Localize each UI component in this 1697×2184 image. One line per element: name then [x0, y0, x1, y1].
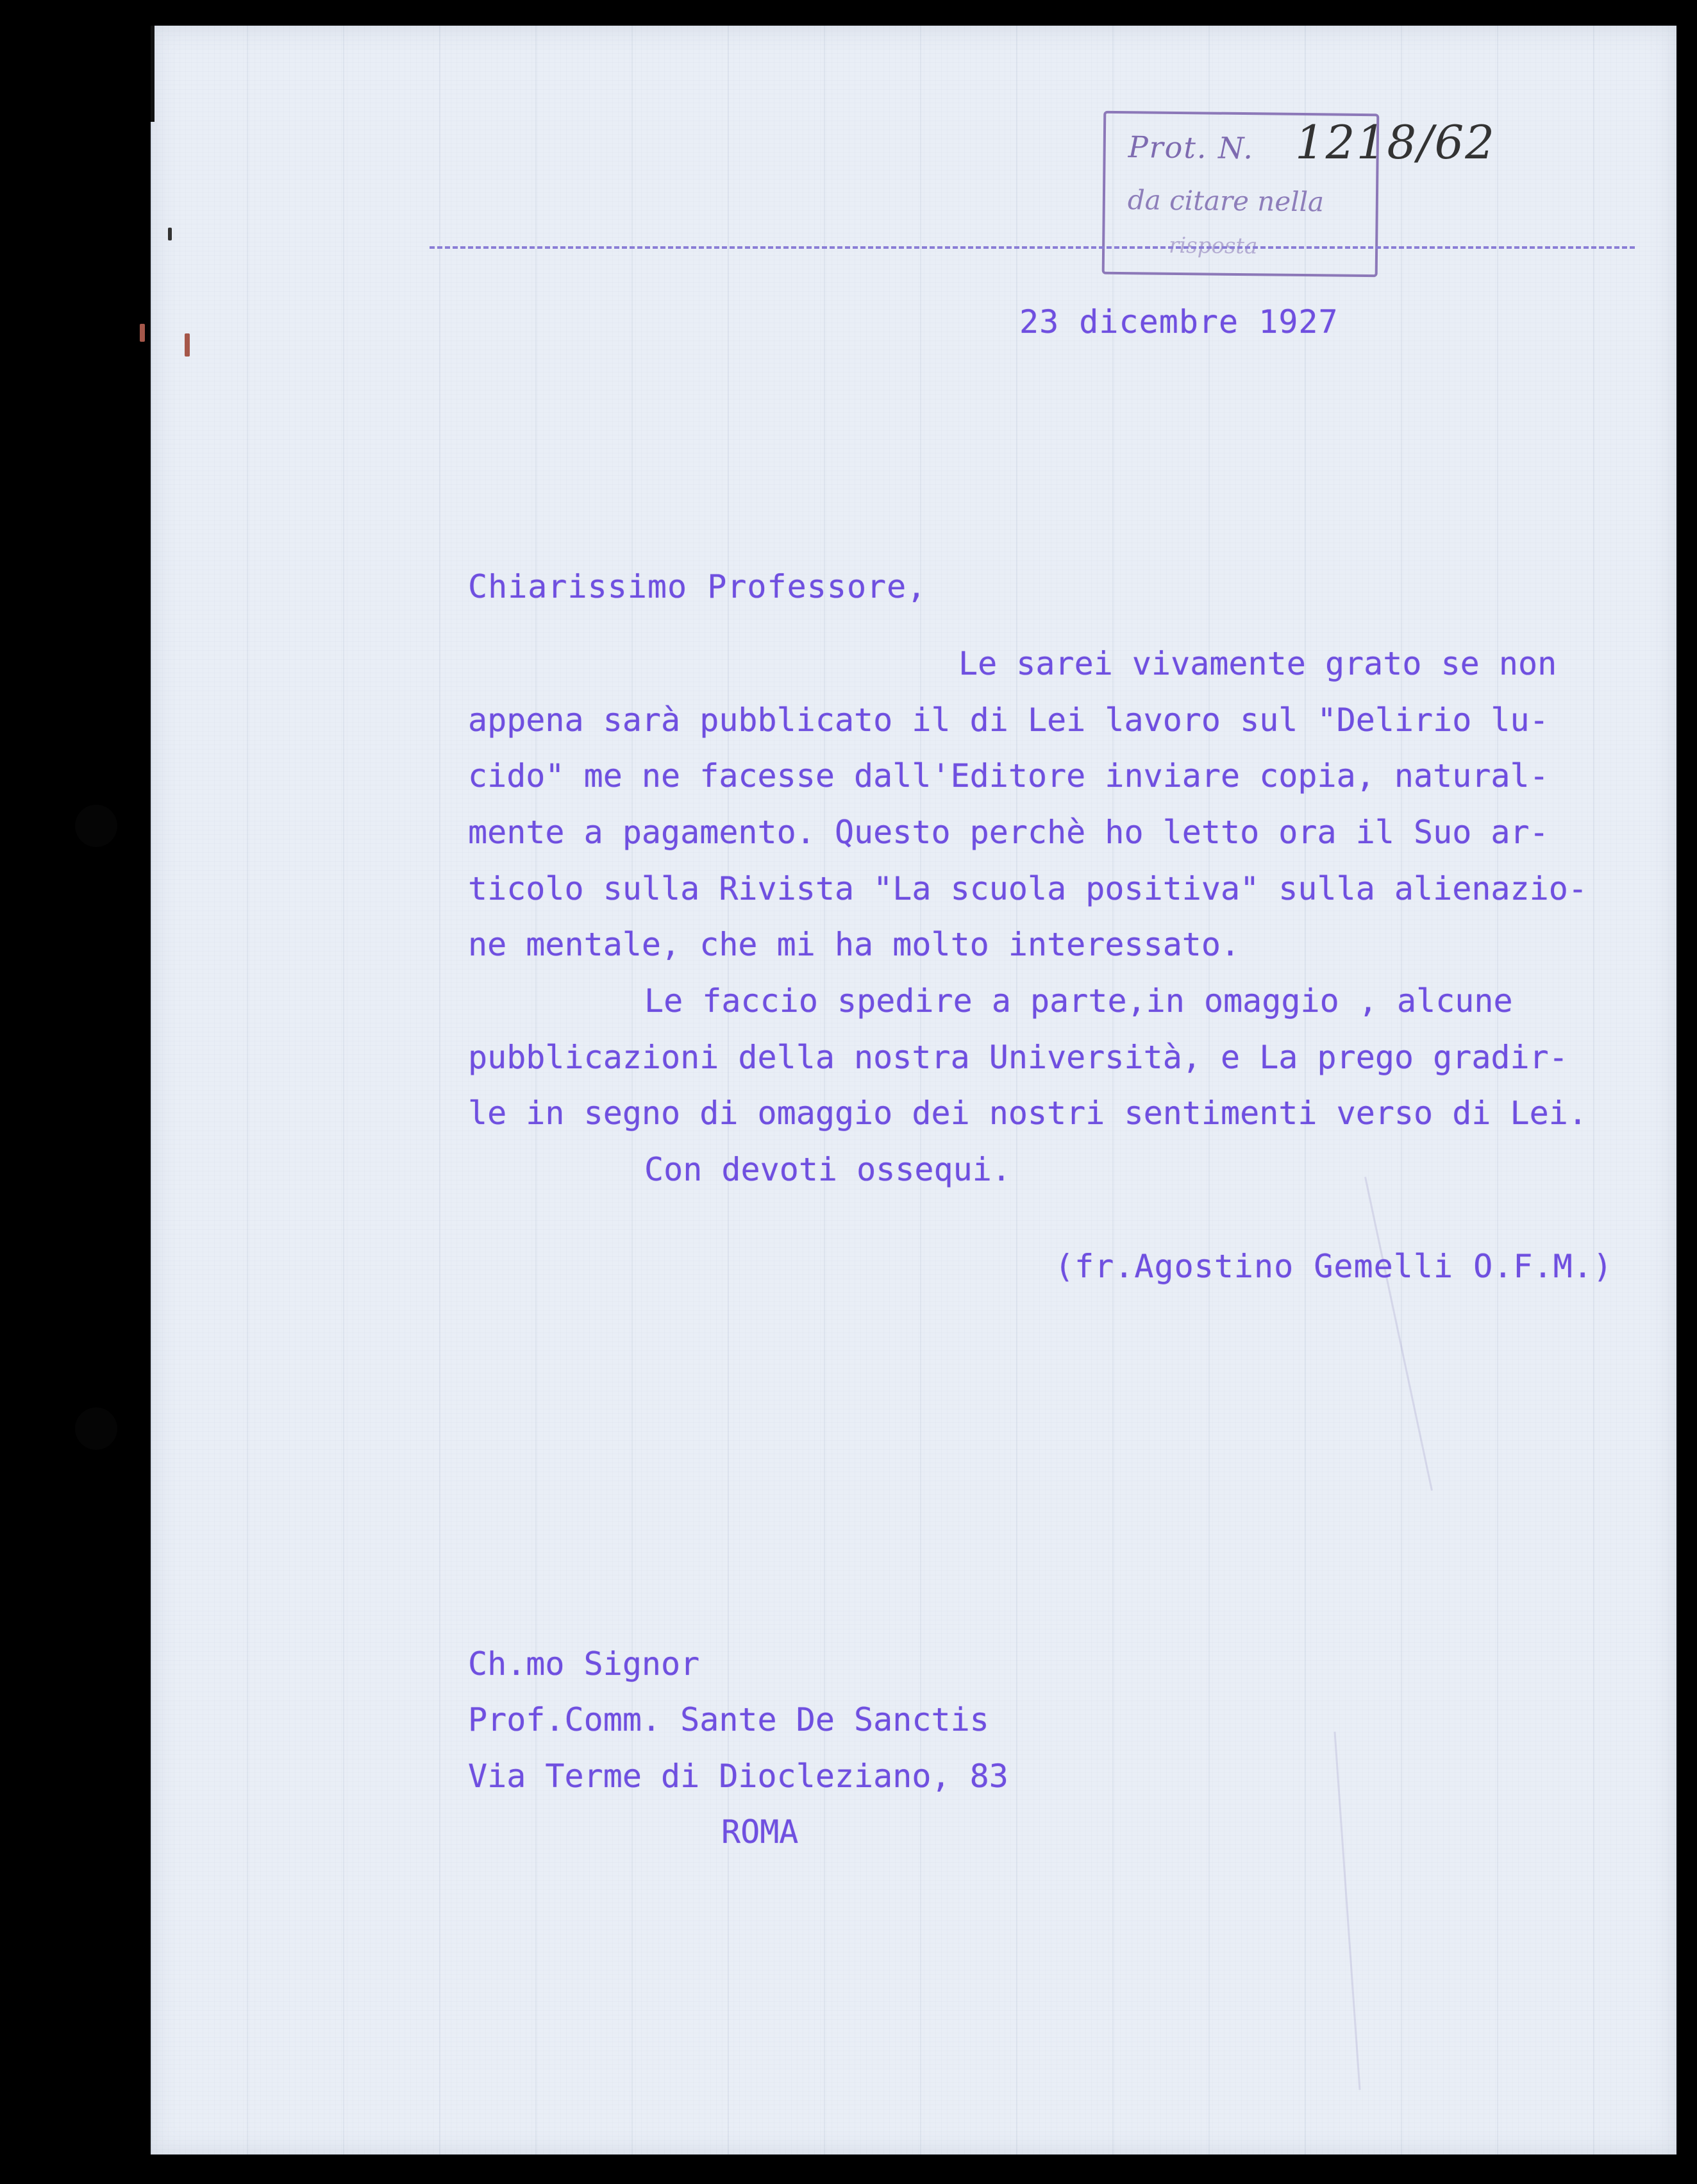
stamp-label: Prot. N. [1128, 130, 1255, 166]
paragraph-2-line: pubblicazioni della nostra Università, e La prego gradir- [468, 1039, 1568, 1076]
salutation: Chiarissimo Professore, [468, 568, 927, 605]
punch-hole-top [75, 805, 117, 847]
punch-hole-bottom [75, 1407, 117, 1450]
paragraph-2-line: le in segno di omaggio dei nostri sentimenti verso di Lei. [468, 1095, 1587, 1132]
sheet-edge [151, 26, 155, 122]
address-line: Prof.Comm. Sante De Sanctis [468, 1701, 989, 1738]
letter-sheet [151, 26, 1676, 2155]
stamp-note: da citare nella [1127, 184, 1325, 218]
scan-background [0, 0, 151, 2184]
letter-date: 23 dicembre 1927 [1019, 303, 1339, 340]
rust-mark [140, 324, 145, 342]
address-line: Via Terme di Diocleziano, 83 [468, 1758, 1008, 1795]
closing: Con devoti ossequi. [644, 1151, 1011, 1188]
paragraph-1-line: ne mentale, che mi ha molto interessato. [468, 926, 1241, 963]
paragraph-1-line: appena sarà pubblicato il di Lei lavoro sul "Delirio lu- [468, 701, 1549, 739]
header-rule [430, 246, 1635, 249]
signature: (fr.Agostino Gemelli O.F.M.) [1055, 1248, 1613, 1285]
paragraph-1-line: cido" me ne facesse dall'Editore inviare copia, natural- [468, 757, 1549, 794]
stamp-note-2: risposta [1168, 232, 1258, 260]
paragraph-1-line: ticolo sulla Rivista "La scuola positiva" sulla alienazio- [468, 870, 1587, 907]
address-city: ROMA [721, 1813, 799, 1851]
paragraph-1-line: Le sarei vivamente grato se non [958, 645, 1557, 682]
rust-mark [185, 333, 190, 357]
rust-mark [168, 228, 172, 240]
protocol-number: 1218/62 [1295, 115, 1496, 169]
paragraph-1-line: mente a pagamento. Questo perchè ho letto ora il Suo ar- [468, 814, 1549, 851]
paragraph-2-line: Le faccio spedire a parte,in omaggio , alcune [644, 982, 1513, 1020]
address-line: Ch.mo Signor [468, 1645, 700, 1683]
